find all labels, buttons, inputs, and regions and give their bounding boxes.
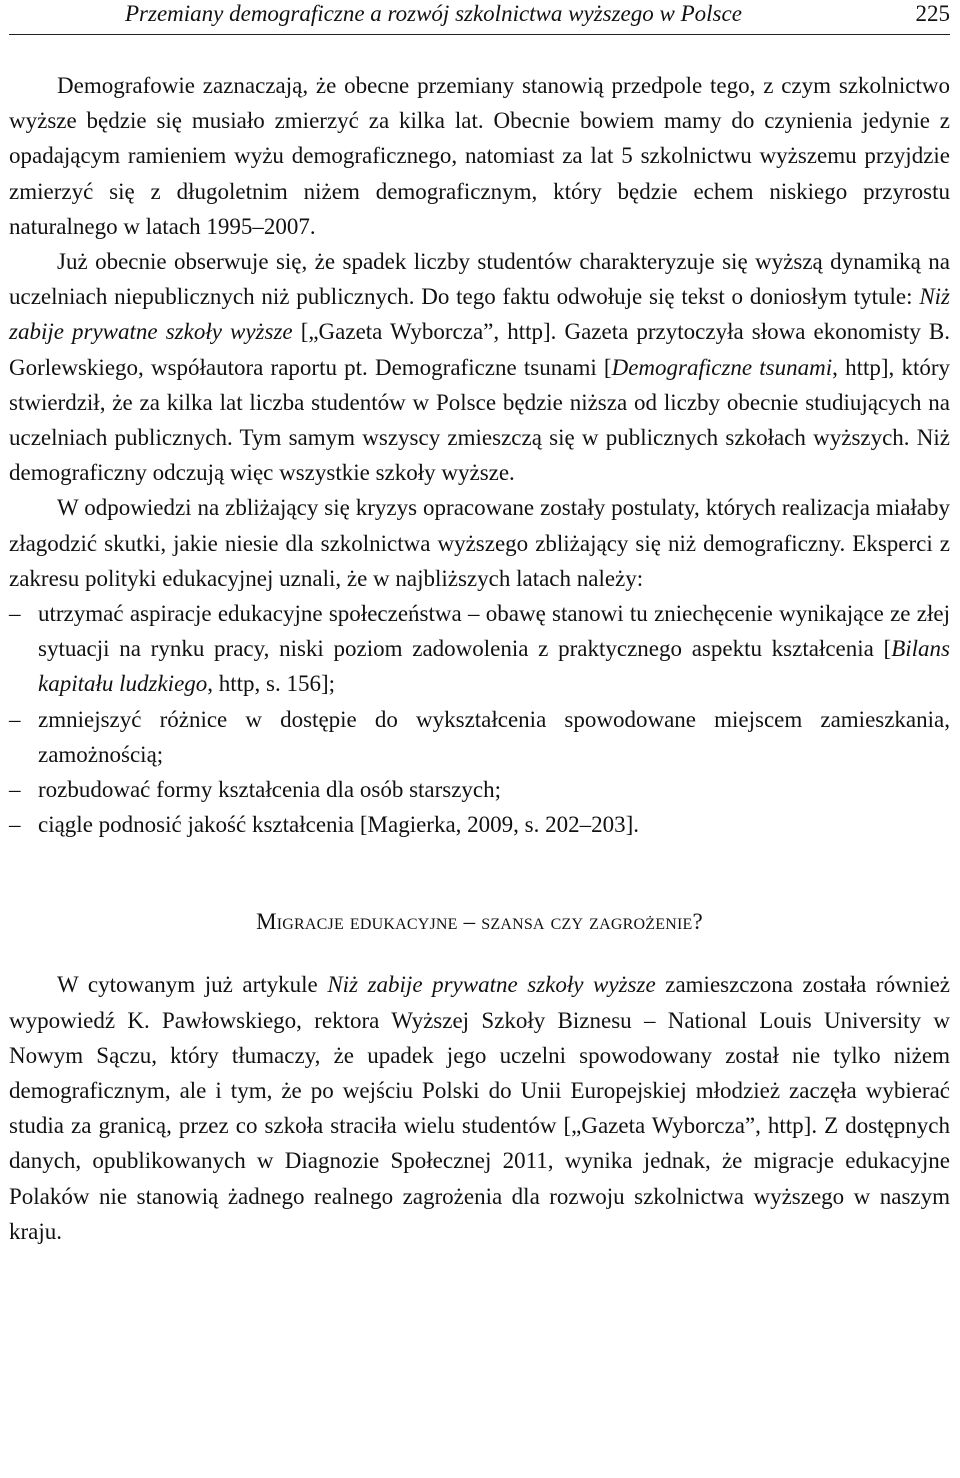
paragraph-2 (9, 244, 950, 490)
postulates-list (9, 596, 950, 842)
list-item-1-text-a: utrzymać aspiracje edukacyjne społeczeństwa – obawę stanowi tu zniechęcenie wynikające ze złej sytuacji na rynku pracy, niski poziom zadowolenia z praktycznego aspektu kształcenia [ (38, 601, 950, 662)
list-item-1-text-b: , http, s. 156]; (207, 671, 336, 697)
paragraph-3 (9, 490, 950, 596)
paragraph-2-text-c: , http], który stwierdził, że za kilka lat liczba studentów w Polsce będzie niższa od liczby obecnie studiujących na uczelniach publicznych. Tym samym wszyscy zmieszczą się w publicznych szkołach wyższych. Niż demograficzny odczują więc wszystkie szkoły wyższe. (9, 354, 950, 486)
list-item (9, 807, 950, 842)
list-item (9, 596, 950, 702)
article-title: Niż zabije prywatne szkoły wyższe (327, 972, 656, 998)
list-item-4-text: ciągle podnosić jakość kształcenia [Magierka, 2009, s. 202–203]. (38, 812, 640, 838)
article-title: Niż zabije prywatne szkoły wyższe (9, 284, 950, 345)
paragraph-4-text-b: zamieszczona została również wypowiedź K. Pawłowskiego, rektora Wyższej Szkoły Biznesu – National Louis University w Nowym Sączu, który tłumaczy, że upadek jego uczelni spowodowany został nie tylko niżem demograficznym, ale i tym, że po wejściu Polski do Unii Europejskiej młodzież zaczęła wybierać studia za granicą, przez co szkoła straciła wielu studentów [„Gazeta Wyborcza”, http]. Z dostępnych danych, opublikowanych w Diagnozie Społecznej 2011, wynika jednak, że migracje edukacyjne Polaków nie stanowią żadnego realnego zagrożenia dla rozwoju szkolnictwa wyższego w naszym kraju. (9, 972, 951, 1244)
dash-bullet: – (9, 777, 21, 803)
report-title: Demograficzne tsunami (611, 354, 833, 380)
paragraph-3-text: W odpowiedzi na zbliżający się kryzys opracowane zostały postulaty, których realizacja miałaby złagodzić skutki, jakie niesie dla szkolnictwa wyższego zbliżający się niż demograficzny. Eksperci z zakresu polityki edukacyjnej uznali, że w najbliższych latach należy: (9, 495, 950, 591)
dash-bullet: – (9, 601, 21, 627)
page (9, 0, 950, 1249)
list-item (9, 702, 950, 772)
cited-work-title: Bilans kapitału ludzkiego (38, 636, 950, 697)
paragraph-1-text: Demografowie zaznaczają, że obecne przemiany stanowią przedpole tego, z czym szkolnictwo wyższe będzie się musiało zmierzyć za kilka lat. Obecnie bowiem mamy do czynienia jedynie z opadającym ramieniem wyżu demograficznego, natomiast za lat 5 szkolnictwu wyższemu przyjdzie zmierzyć się z długoletnim niżem demograficznym, który będzie echem niskiego przyrostu naturalnego w latach 1995–2007. (9, 73, 950, 239)
paragraph-1 (9, 68, 950, 244)
paragraph-2-text-a: Już obecnie obserwuje się, że spadek liczby studentów charakteryzuje się wyższą dynamiką na uczelniach niepublicznych niż publicznych. Do tego faktu odwołuje się tekst o doniosłym tytule: (9, 249, 950, 310)
paragraph-2-text-b: [„Gazeta Wyborcza”, http]. Gazeta przytoczyła słowa ekonomisty B. Gorlewskiego, współautora raportu pt. Demograficzne tsunami [ (9, 319, 951, 380)
list-item-2-text: zmniejszyć różnice w dostępie do wykształcenia spowodowane miejscem zamieszkania, zamożnością; (38, 706, 950, 767)
running-header (9, 0, 950, 35)
list-item (9, 772, 950, 807)
running-title: Przemiany demograficzne a rozwój szkolnictwa wyższego w Polsce (125, 1, 742, 26)
list-item-3-text: rozbudować formy kształcenia dla osób starszych; (38, 777, 502, 803)
dash-bullet: – (9, 812, 21, 838)
paragraph-4 (9, 967, 950, 1249)
paragraph-4-text-a: W cytowanym już artykule (57, 972, 328, 998)
page-number: 225 (915, 1, 950, 26)
dash-bullet: – (9, 706, 21, 732)
section-heading: Migracje edukacyjne – szansa czy zagrożenie? (256, 909, 703, 935)
main-text (9, 68, 950, 1249)
